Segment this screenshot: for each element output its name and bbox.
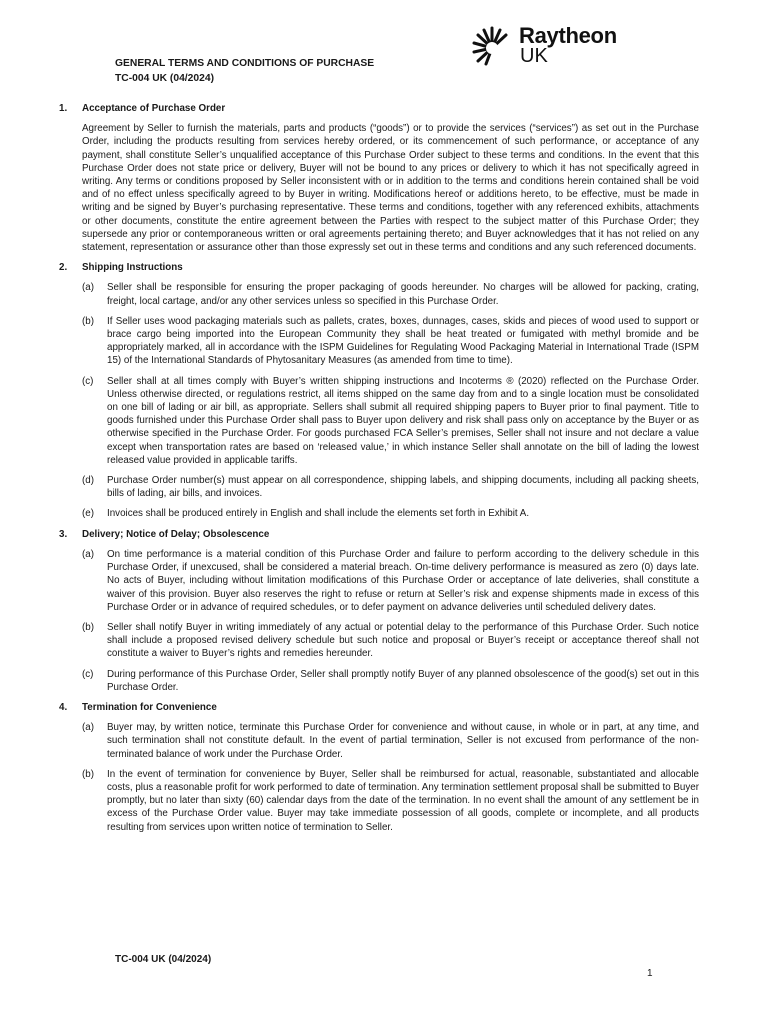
clause-item <box>82 548 699 614</box>
section-heading <box>59 102 699 115</box>
section-heading <box>59 261 699 274</box>
clause-text: If Seller uses wood packaging materials such as pallets, crates, boxes, dunnages, cases, skids and pieces of wood used to support or brace cargo being imported into the European Community they shall be heat treated or fumigated with methyl bromide and be appropriately marked, all in accordance with the ISPM Guidelines for Regulating Wood Packaging Material in International Trade (ISPM 15) of the International Standards of Phytosanitary Measures (as amended from time to time). <box>107 315 699 367</box>
raytheon-starburst-icon <box>470 24 514 68</box>
section-number: 3. <box>59 528 68 540</box>
clause-text: During performance of this Purchase Order, Seller shall promptly notify Buyer of any planned obsolescence of the good(s) set out in this Purchase Order. <box>107 668 699 693</box>
clause-text: Purchase Order number(s) must appear on all correspondence, shipping labels, and shipping documents, including all packing sheets, bills of lading, air bills, and invoices. <box>107 475 699 500</box>
clause-text: Seller shall notify Buyer in writing immediately of any actual or potential delay to the performance of this Purchase Order. Such notice shall include a proposed revised delivery schedule but such notice and proposal or Buyer’s receipt or acceptance thereof shall not constitute a waiver to Buyer’s rights and remedies hereunder. <box>107 621 699 660</box>
section-title: Delivery; Notice of Delay; Obsolescence <box>82 528 270 540</box>
clause-label: (a) <box>82 282 94 294</box>
section-delivery <box>59 528 699 694</box>
clause-item <box>82 721 699 761</box>
section-number: 1. <box>59 103 68 114</box>
clause-item <box>82 474 699 500</box>
section-acceptance <box>59 102 699 254</box>
clause-text: On time performance is a material condition of this Purchase Order and failure to perform according to the delivery schedule in this Purchase Order, if unexcused, shall be considered a material breach. On-time delivery performance is measured as zero (0) days late. No acts of Buyer, including without limitation modifications of this Purchase Order or acceptance of late deliveries, shall constitute a waiver of this provision. Buyer also reserves the right to refuse or return at Seller’s risk and expense shipments made in excess of this Purchase Order or in advance of required schedules, or to defer payment on advance deliveries until scheduled delivery dates. <box>107 548 699 613</box>
clause-label: (e) <box>82 508 94 520</box>
section-title: Acceptance of Purchase Order <box>82 103 226 114</box>
section-termination <box>59 701 699 834</box>
section-number: 4. <box>59 701 68 713</box>
section-title: Shipping Instructions <box>82 262 183 274</box>
clause-label: (b) <box>82 315 94 327</box>
clause-text: Seller shall at all times comply with Buyer’s written shipping instructions and Incoterms ® (2020) reflected on the Purchase Order. Unless otherwise directed, or regulations restrict, all items shipped on the same day from and to a single location must be consolidated on one bill of lading or air bill, as appropriate. Sellers shall submit all required shipping papers to Buyer prior to final payment. Title to goods furnished under this Purchase Order shall pass to Buyer upon delivery and risk shall pass only on acceptance by the Buyer or as otherwise specified in the Purchase Order. For goods purchased FCA Seller’s premises, Seller shall not insure and not declare a value except when transportation rates are based on ‘released value,’ in which instance Seller shall annotate on the bill of lading the lowest released value provided in applicable tariffs. <box>107 375 699 466</box>
clause-item <box>82 507 699 520</box>
clause-text: In the event of termination for convenience by Buyer, Seller shall be reimbursed for actual, reasonable, substantiated and allocable costs, plus a reasonable profit for work performed to date of termination. Any termination settlement proposal shall be submitted to Buyer promptly, but no later than sixty (60) calendar days from the date of the termination. In no event shall the amount of any settlement be in excess of the Purchase Order value. Buyer may take immediate possession of all goods, complete or incomplete, and all products resulting from services upon written notice of termination to Seller. <box>107 768 699 833</box>
raytheon-uk-logo <box>470 24 630 68</box>
brand-name: Raytheon <box>519 23 617 48</box>
clause-item <box>82 621 699 661</box>
terms-body <box>59 102 699 841</box>
clause-item <box>82 281 699 307</box>
clause-label: (b) <box>82 621 94 633</box>
clause-label: (c) <box>82 668 94 680</box>
clause-text: Buyer may, by written notice, terminate this Purchase Order for convenience and without cause, in whole or in part, at any time, and such termination shall not constitute default. In the event of partial termination, Seller is not excused from performance of the non-terminated balance of work under the Purchase Order. <box>107 722 699 760</box>
document-code: TC-004 UK (04/2024) <box>115 73 215 84</box>
clause-label: (a) <box>82 722 94 734</box>
clause-label: (c) <box>82 375 94 387</box>
section-shipping <box>59 261 699 520</box>
clause-text: Invoices shall be produced entirely in English and shall include the elements set forth in Exhibit A. <box>107 508 530 520</box>
section-heading <box>59 701 699 714</box>
section-heading <box>59 528 699 541</box>
clause-label: (a) <box>82 548 94 560</box>
clause-item <box>82 375 699 467</box>
clause-item <box>82 768 699 834</box>
section-paragraph: Agreement by Seller to furnish the materials, parts and products (“goods”) or to provide the services (“services”) as set out in the Purchase Order, including the products resulting from services hereby ordered, or its commencement of such performance, or acceptance of any payment, shall constitute Seller’s unqualified acceptance of this Purchase Order subject to these terms and conditions. In the event that this Purchase Order does not state price or delivery, Buyer will not be bound to any prices or delivery to which it has not specifically agreed in writing. Any terms or conditions proposed by Seller inconsistent with or in addition to the terms and conditions herein contained shall be void and of no effect unless specifically agreed to by Buyer in writing. Modifications hereof or additions hereto, to be effective, must be made in writing and be signed by Buyer’s purchasing representative. These terms and conditions, together with any referenced exhibits, attachments or other documents, constitute the entire agreement between the Parties with respect to the subject matter of this Purchase Order; they supersede any prior or contemporaneous written or oral agreements pertaining thereto; and Buyer acknowledges that it has not relied on any statement, representation or assurance other than those expressly set out in these terms and conditions and any such referenced documents. <box>82 123 699 254</box>
footer-document-code: TC-004 UK (04/2024) <box>115 954 212 965</box>
clause-item <box>82 668 699 694</box>
clause-text: Seller shall be responsible for ensuring the proper packaging of goods hereunder. No charges will be allowed for packing, crating, freight, local cartage, and/or any other services unless so specified in this Purchase Order. <box>107 282 699 307</box>
clause-label: (b) <box>82 768 94 780</box>
brand-region: UK <box>520 45 548 67</box>
document-title: GENERAL TERMS AND CONDITIONS OF PURCHASE <box>115 58 375 69</box>
clause-label: (d) <box>82 475 94 487</box>
page-number: 1 <box>647 968 653 979</box>
section-title: Termination for Convenience <box>82 701 217 713</box>
section-number: 2. <box>59 262 68 274</box>
clause-item <box>82 315 699 368</box>
